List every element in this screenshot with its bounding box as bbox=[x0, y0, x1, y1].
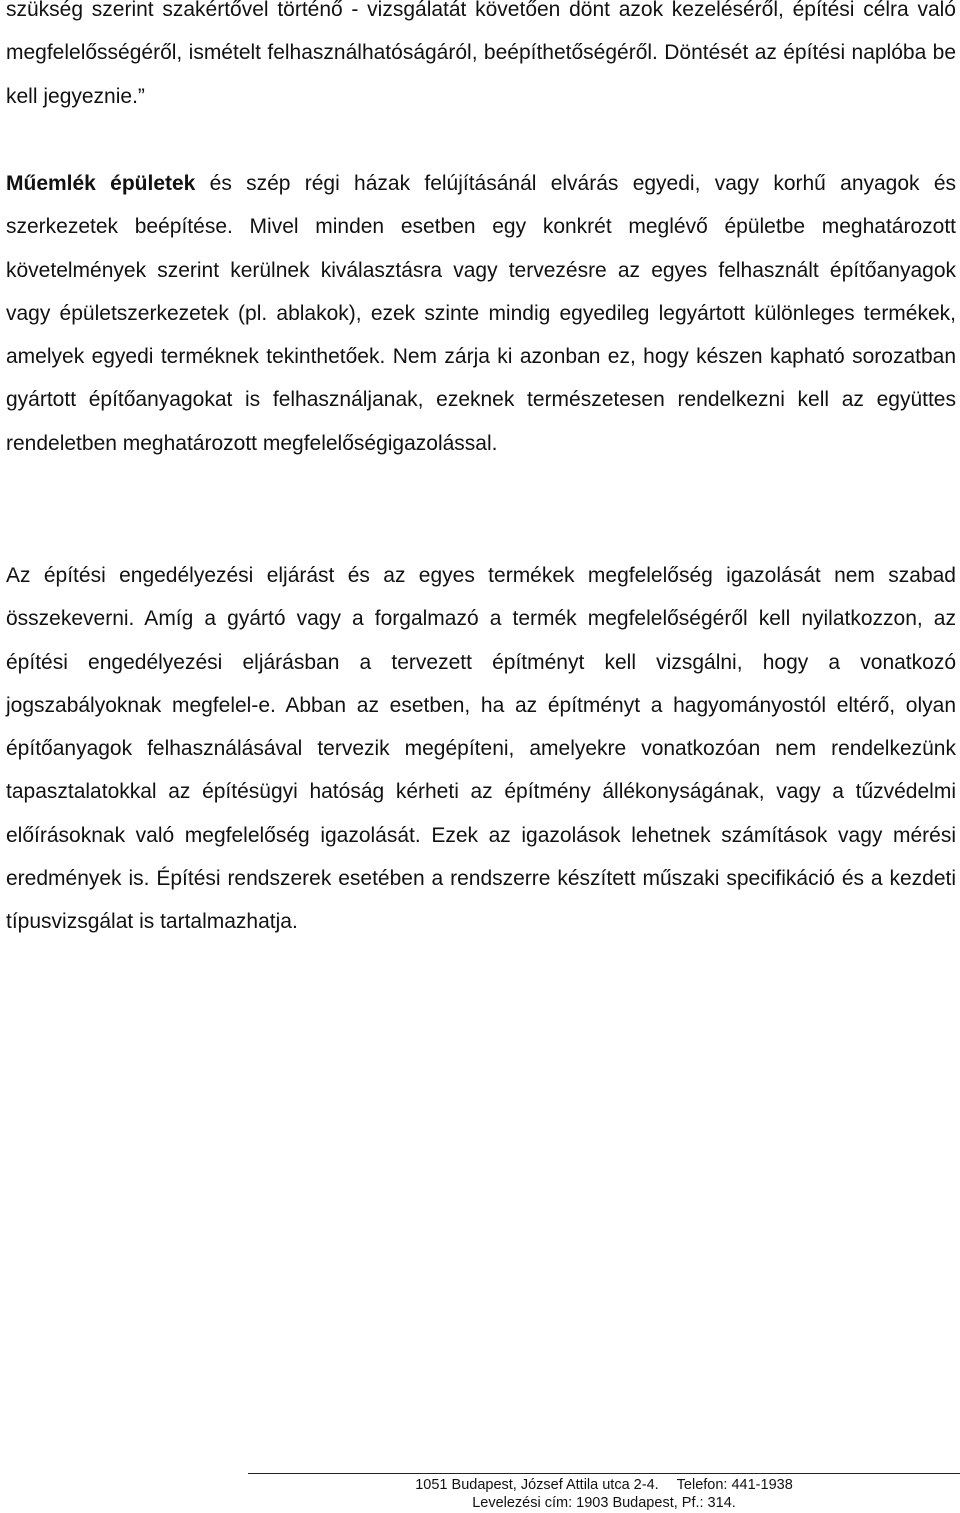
paragraph-1-text: szükség szerint szakértővel történő - vizsgálatát követően dönt azok kezeléséről, építési célra való megfelelősségéről, ismételt felhasználhatóságáról, beépíthetőségéről. Döntését az építési naplóba be kell jegyeznie.” bbox=[6, 0, 956, 108]
paragraph-3-text: Az építési engedélyezési eljárást és az egyes termékek megfelelőség igazolását nem szabad összekeverni. Amíg a gyártó vagy a forgalmazó a termék megfelelőségéről kell nyilatkozzon, az építési engedélyezési eljárásban a tervezett építményt kell vizsgálni, hogy a vonatkozó jogszabályoknak megfelel-e. Abban az esetben, ha az építményt a hagyományostól eltérő, olyan építőanyagok felhasználásával tervezik megépíteni, amelyekre vonatkozóan nem rendelkezünk tapasztalatokkal az építésügyi hatóság kérheti az építmény állékonyságának, vagy a tűzvédelmi előírásoknak való megfelelőség igazolását. Ezek az igazolások lehetnek számítások vagy mérési eredmények is. Építési rendszerek esetében a rendszerre készített műszaki specifikáció és a kezdeti típusvizsgálat is tartalmazhatja. bbox=[6, 564, 956, 934]
footer-phone: Telefon: 441-1938 bbox=[676, 1477, 793, 1493]
footer-line-2 bbox=[248, 1494, 960, 1512]
footer-address: 1051 Budapest, József Attila utca 2-4. bbox=[415, 1477, 659, 1493]
footer-mailing-address: Levelezési cím: 1903 Budapest, Pf.: 314. bbox=[472, 1495, 736, 1511]
paragraph-3 bbox=[6, 554, 956, 944]
paragraph-1 bbox=[6, 0, 956, 118]
footer-divider bbox=[248, 1473, 960, 1474]
paragraph-2-text: és szép régi házak felújításánál elvárás egyedi, vagy korhű anyagok és szerkezetek beépítése. Mivel minden esetben egy konkrét meglévő épületbe meghatározott követelmények szerint kerülnek kiválasztásra vagy tervezésre az egyes felhasznált építőanyagok vagy épületszerkezetek (pl. ablakok), ezek szinte mindig egyedileg legyártott különleges termékek, amelyek egyedi terméknek tekinthetőek. Nem zárja ki azonban ez, hogy készen kapható sorozatban gyártott építőanyagokat is felhasználjanak, ezeknek természetesen rendelkezni kell az együttes rendeletben meghatározott megfelelőségigazolással. bbox=[6, 172, 956, 455]
footer-line-1 bbox=[248, 1476, 960, 1494]
paragraph-2-bold-term: Műemlék épületek bbox=[6, 172, 196, 195]
paragraph-2 bbox=[6, 162, 956, 465]
